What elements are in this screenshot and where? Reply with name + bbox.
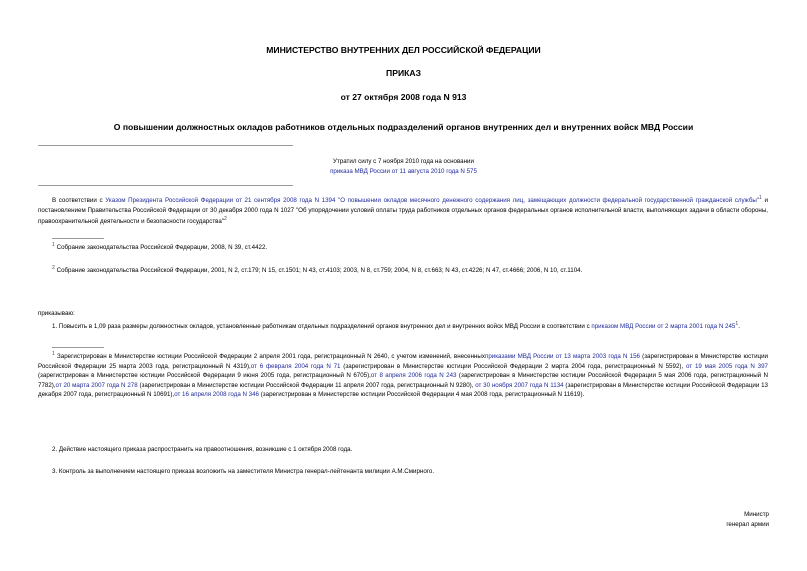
order-243-link[interactable]: от 8 апреля 2006 года N 243	[370, 372, 457, 380]
footnote-marker[interactable]: 2	[224, 216, 227, 223]
order-245-link[interactable]: приказом МВД России от 2 марта 2001 года N 245	[591, 323, 736, 331]
divider	[38, 145, 293, 146]
footnote-item: $^1$ Собрание законодательства Российской Федерации, 2008, N 39, ст.4422.	[52, 242, 268, 252]
status-note	[0, 157, 807, 176]
order-156-link[interactable]: приказами МВД России от 13 марта 2003 года N 156	[484, 353, 640, 361]
order-item-1: 1. Повысить в 1,09 раза размеры должностных окладов, установленные работникам отдельных подразделений органов внутренних дел и внутренних войск МВД России в соответствии с приказом МВД России от 2 марта 2001 года N 245$^1$.	[52, 321, 740, 331]
footnote-divider	[52, 238, 104, 239]
order-word: приказываю:	[38, 310, 75, 317]
signature-title: Министр	[744, 511, 769, 518]
footnote-divider	[52, 347, 104, 348]
registration-footnote: $^1$ Зарегистрирован в Министерстве юстиции Российской Федерации 2 апреля 2001 года, регистрационный N 2640, с учетом изменений, внесенныхприказами МВД России от 13 марта 2003 года N 156 (зарегистрирован в Министерстве юстиции Российской Федерации 25 марта 2003 года, регистрационный N 4319),от 6 февраля 2004 года N 71 (зарегистрирован в Министерстве юстиции Российской Федерации 2 марта 2004 года, регистрационный N 5592), от 19 мая 2005 года N 397 (зарегистрирован в Министерстве юстиции Российской Федерации 9 июня 2005 года, регистрационный N 6705),от 8 апреля 2006 года N 243 (зарегистрирован в Министерстве юстиции Российской Федерации 5 мая 2006 года, регистрационный N 7782),от 20 марта 2007 года N 278 (зарегистрирован в Министерстве юстиции Российской Федерации 11 апреля 2007 года, регистрационный N 9280), от 30 ноября 2007 года N 1134 (зарегистрирован в Министерстве юстиции Российской Федерации 13 декабря 2007 года, регистрационный N 10691),от 16 апреля 2008 года N 346 (зарегистрирован в Министерстве юстиции Российской Федерации 4 мая 2008 года, регистрационный N 11619).	[38, 351, 769, 399]
order-71-link[interactable]: от 6 февраля 2004 года N 71	[250, 362, 341, 370]
order-278-link[interactable]: от 20 марта 2007 года N 278	[55, 381, 138, 389]
divider	[38, 185, 293, 186]
status-note-text: Утратил силу с 7 ноября 2010 года на основании	[333, 158, 474, 165]
document-type: ПРИКАЗ	[386, 68, 421, 78]
order-346-link[interactable]: от 16 апреля 2008 года N 346	[174, 391, 260, 399]
repeal-order-link[interactable]: приказа МВД России от 11 августа 2010 года N 575	[330, 167, 477, 175]
order-397-link[interactable]: от 19 мая 2005 года N 397	[685, 362, 768, 370]
document-title: О повышении должностных окладов работников отдельных подразделений органов внутренних дел и внутренних войск МВД России	[113, 122, 694, 132]
signature-block	[726, 510, 769, 529]
document-date: от 27 октября 2008 года N 913	[340, 92, 467, 102]
preamble-paragraph: В соответствии с Указом Президента Российской Федерации от 21 сентября 2008 года N 1394 "О повышении окладов месячного денежного содержания лиц, замещающих должности федеральной государственной гражданской службы"$^1$ и постановлением Правительства Российской Федерации от 30 декабря 2000 года N 1027 "Об упорядочении условий оплаты труда работников отдельных органов федеральных органов исполнительной власти, выполняющих задачи в области обороны, правоохранительной деятельности и безопасности государства"$^2$	[38, 195, 769, 226]
signature-rank: генерал армии	[726, 520, 769, 528]
footnote-marker[interactable]: 1	[759, 195, 762, 201]
order-item-3: 3. Контроль за выполнением настоящего приказа возложить на заместителя Министра генерал-лейтенанта милиции А.М.Смирного.	[52, 468, 435, 475]
order-1134-link[interactable]: от 30 ноября 2007 года N 1134	[475, 381, 564, 389]
order-item-2: 2. Действие настоящего приказа распространить на правоотношения, возникшие с 1 октября 2008 года.	[52, 446, 353, 453]
footnote-item: $^2$ Собрание законодательства Российской Федерации, 2001, N 2, ст.179; N 15, ст.1501; N 43, ст.4103; 2003, N 8, ст.759; 2004, N 8, ст.663; N 43, ст.4226; N 47, ст.4666; 2006, N 10, ст.1104.	[52, 265, 583, 275]
footnote-marker[interactable]: 1	[735, 321, 739, 327]
ministry-name: МИНИСТЕРСТВО ВНУТРЕННИХ ДЕЛ РОССИЙСКОЙ ФЕДЕРАЦИИ	[266, 45, 541, 55]
presidential-decree-link[interactable]: Указом Президента Российской Федерации от 21 сентября 2008 года N 1394 "О повышении окладов месячного денежного содержания лиц, замещающих должности федеральной государственной гражданской службы"	[105, 197, 760, 205]
